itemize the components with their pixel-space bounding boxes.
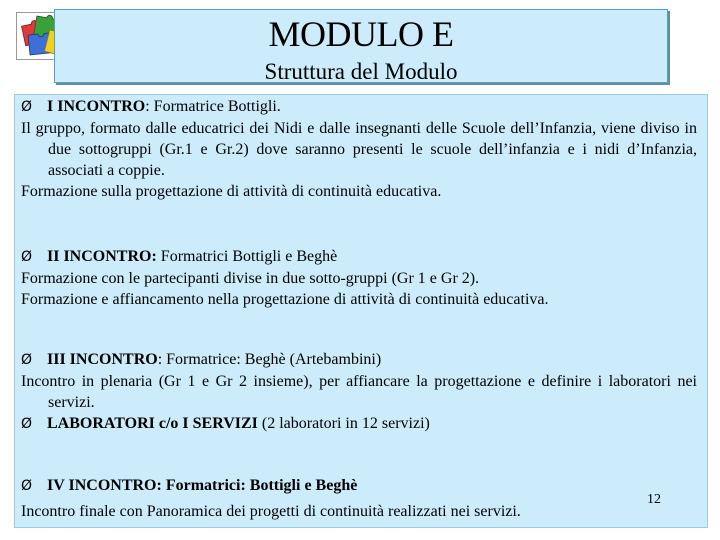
arrow-bullet-icon: Ø	[21, 416, 33, 432]
section-3-bullet-2-bold: LABORATORI c/o I SERVIZI	[47, 415, 258, 432]
content-box	[14, 94, 708, 528]
section-4-line: Incontro finale con Panoramica dei progetti di continuità realizzati nei servizi.	[21, 503, 521, 520]
section-4-heading	[21, 475, 697, 497]
title-box	[54, 9, 668, 83]
section-2	[21, 246, 697, 310]
section-3-heading-rest: : Formatrice: Beghè (Artebambini)	[157, 351, 382, 368]
page-subtitle: Struttura del Modulo	[264, 59, 458, 84]
arrow-bullet-icon: Ø	[21, 99, 33, 115]
section-2-heading	[21, 246, 697, 268]
section-4-heading-bold: IV INCONTRO: Formatrici: Bottigli e Beghè	[47, 477, 358, 494]
section-1-paragraph: Il gruppo, formato dalle educatrici dei Nidi e dalle insegnanti delle Scuole dell’Infanzia, viene diviso in due sottogruppi (Gr.1 e Gr.2) dove saranno presenti le scuole dell’infanzia e i nidi d’Infanzia, associati a coppie.	[21, 120, 697, 179]
section-1-heading-rest: : Formatrice Bottigli.	[145, 98, 281, 115]
section-4	[21, 475, 697, 522]
section-3-heading-bold: III INCONTRO	[47, 351, 158, 368]
section-3	[21, 349, 697, 435]
section-1-heading-bold: I INCONTRO	[47, 98, 146, 115]
section-1-line: Formazione sulla progettazione di attività di continuità educativa.	[21, 183, 442, 200]
arrow-bullet-icon: Ø	[21, 249, 33, 265]
section-2-line-2: Formazione e affiancamento nella progettazione di attività di continuità educativa.	[21, 291, 549, 308]
arrow-bullet-icon: Ø	[21, 478, 33, 494]
section-2-line-1: Formazione con le partecipanti divise in due sotto-gruppi (Gr 1 e Gr 2).	[21, 270, 480, 287]
section-1-heading	[21, 96, 697, 118]
section-3-paragraph: Incontro in plenaria (Gr 1 e Gr 2 insieme), per affiancare la progettazione e definire i laboratori nei servizi.	[21, 373, 697, 411]
section-2-heading-bold: II INCONTRO:	[47, 248, 157, 265]
arrow-bullet-icon: Ø	[21, 352, 33, 368]
page-number: 12	[647, 492, 661, 507]
section-2-heading-rest: Formatrici Bottigli e Beghè	[156, 248, 338, 265]
section-1	[21, 96, 697, 202]
section-3-bullet-2	[21, 413, 697, 435]
page-title: MODULO E	[268, 14, 454, 54]
section-3-heading	[21, 349, 697, 371]
section-3-bullet-2-rest: (2 laboratori in 12 servizi)	[257, 415, 430, 432]
